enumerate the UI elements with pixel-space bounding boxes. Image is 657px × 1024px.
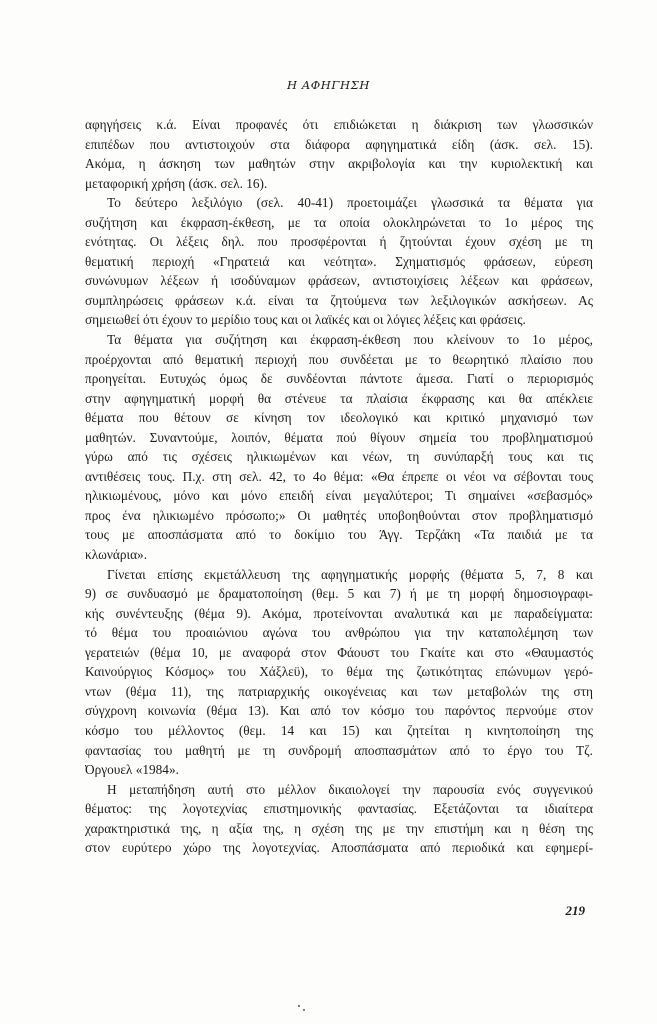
- text-line: Το δεύτερο λεξιλόγιο (σελ. 40-41) προετοιμάζει γλωσσικά τα θέματα για: [107, 195, 593, 211]
- scan-speck: [303, 1009, 305, 1011]
- text-line: αφηγήσεις κ.ά. Είναι προφανές ότι επιδιώκεται η διάκριση των γλωσσικών: [85, 117, 593, 132]
- text-line: 9) σε συνδυασμό με δραματοποίηση (θεμ. 5 και 7) ή με τη μορφή δημοσιογραφι-: [85, 586, 593, 602]
- text-line: αντιθέσεις τους. Π.χ. στη σελ. 42, το 4ο θέμα: «Θα έπρεπε οι νέοι να σέβονται τους: [85, 468, 593, 484]
- text-line: τό θέμα του προαιώνιου αγώνα του ανθρώπου για την καταπολέμηση των: [85, 625, 593, 641]
- text-line: στον ευρύτερο χώρο της λογοτεχνίας. Αποσπάσματα από περιοδικά και εφημερί-: [85, 840, 593, 856]
- text-line: συνώνυμων λέξεων ή ισοδύναμων φράσεων, αντιστοιχίσεις λέξεων και φράσεων,: [85, 273, 593, 289]
- paragraph-1: [85, 115, 593, 193]
- text-line: συμπληρώσεις φράσεων κ.ά. είναι τα ζητούμενα των λεξιλογικών ασκήσεων. Ας: [85, 292, 593, 308]
- text-line: επιπέδων που αντιστοιχούν στα διάφορα αφηγηματικά είδη (άσκ. σελ. 15).: [85, 136, 593, 152]
- text-line: γερατειών (θέμα 10, με αναφορά στον Φάουστ του Γκαίτε και στο «Θαυμαστός: [85, 644, 593, 660]
- text-line: χαρακτηριστικά της, η αξία της, η σχέση της με την επιστήμη και η θέση της: [85, 820, 593, 836]
- text-line: τους με αποσπάσματα από το δοκίμιο του Άγγ. Τερζάκη «Τα παιδιά με τα: [85, 527, 593, 543]
- scan-speck: [298, 1005, 300, 1007]
- text-line: κλωνάρια».: [85, 547, 148, 563]
- text-line: συζήτηση και έκφραση-έκθεση, με τα οποία ολοκληρώνεται το 1ο μέρος της: [85, 214, 593, 230]
- text-line: προέρχονται από θεματική περιοχή που συνδέεται με το θεωρητικό πλαίσιο που: [85, 351, 593, 367]
- text-line: θέματα που θέτουν σε κίνηση τον ιδεολογικό και κριτικό μηχανισμό των: [85, 410, 593, 426]
- text-line: Τα θέματα για συζήτηση και έκφραση-έκθεση που κλείνουν το 1ο μέρος,: [107, 332, 593, 348]
- text-line: μεταφορική χρήση (άσκ. σελ. 16).: [85, 175, 268, 191]
- text-line: μαθητών. Συναντούμε, λοιπόν, θέματα πού θίγουν σημεία του προβληματισμού: [85, 429, 593, 445]
- text-line: Ακόμα, η άσκηση των μαθητών στην ακριβολογία και την κυριολεκτική και: [85, 156, 593, 172]
- text-line: Καινούργιος Κόσμος» του Χάξλεϋ), το θέμα της ζωτικότητας επώνυμων γερό-: [85, 664, 593, 680]
- text-line: προηγείται. Ευτυχώς όμως δε συνδέονται πάντοτε άμεσα. Γιατί ο περιορισμός: [85, 371, 593, 387]
- text-line: προς ένα ηλικιωμένο πρόσωπο;» Οι μαθητές υποβοηθούνται στον προβληματισμό: [85, 507, 593, 523]
- text-line: ενότητας. Οι λέξεις δηλ. που προσφέρονται ή ζητούνται έχουν σχέση με τη: [85, 234, 593, 250]
- page-number: 219: [565, 903, 585, 918]
- paragraph-4: [85, 565, 593, 780]
- paragraph-2: [85, 193, 593, 330]
- text-line: σύγχρονη κοινωνία (θέμα 13). Και από τον κόσμο του παρόντος περνούμε στον: [85, 703, 593, 719]
- text-line: Η μεταπήδηση αυτή στο μέλλον δικαιολογεί την παρουσία ενός συγγενικού: [107, 781, 593, 797]
- text-line: θέματος: της λογοτεχνίας επιστημονικής φαντασίας. Εξετάζονται τα ιδιαίτερα: [85, 801, 593, 817]
- paragraph-5: [85, 780, 593, 858]
- text-line: Όργουελ «1984».: [85, 762, 179, 778]
- text-line: στην αφηγηματική μορφή θα στένευε τα πλαίσια έκφρασης και θα απέκλειε: [85, 390, 593, 406]
- running-head: Η ΑΦΗΓΗΣΗ: [286, 78, 370, 92]
- text-line: θεματική περιοχή «Γηρατειά και νεότητα». Σχηματισμός φράσεων, εύρεση: [85, 253, 593, 269]
- text-line: Γίνεται επίσης εκμετάλλευση της αφηγηματικής μορφής (θέματα 5, 7, 8 και: [107, 566, 593, 582]
- text-line: σημειωθεί ότι έχουν το μερίδιο τους και οι λαϊκές και οι λόγιες λέξεις και φράσεις.: [85, 312, 526, 328]
- text-line: ηλικιωμένους, μόνο και μόνο επειδή είναι μεγαλύτεροι; Τι σημαίνει «σεβασμός»: [85, 488, 593, 504]
- body-text: [85, 115, 593, 858]
- text-line: κής συνέντευξης (θέμα 9). Ακόμα, προτείνονται αναλυτικά και με παραδείγματα:: [85, 605, 593, 621]
- text-line: κόσμο του μέλλοντος (θεμ. 14 και 15) και ζητείται η κινητοποίηση της: [85, 722, 593, 738]
- text-line: γύρω από τις σχέσεις ηλικιωμένων και νέων, τη συνύπαρξή τους και τις: [85, 449, 593, 465]
- text-line: ντων (θέμα 11), της πατριαρχικής οικογένειας και των μεταβολών της στη: [85, 683, 593, 699]
- paragraph-3: [85, 330, 593, 565]
- text-line: φαντασίας του μαθητή με τη συνδρομή αποσπασμάτων από το έργο του Τζ.: [85, 742, 593, 758]
